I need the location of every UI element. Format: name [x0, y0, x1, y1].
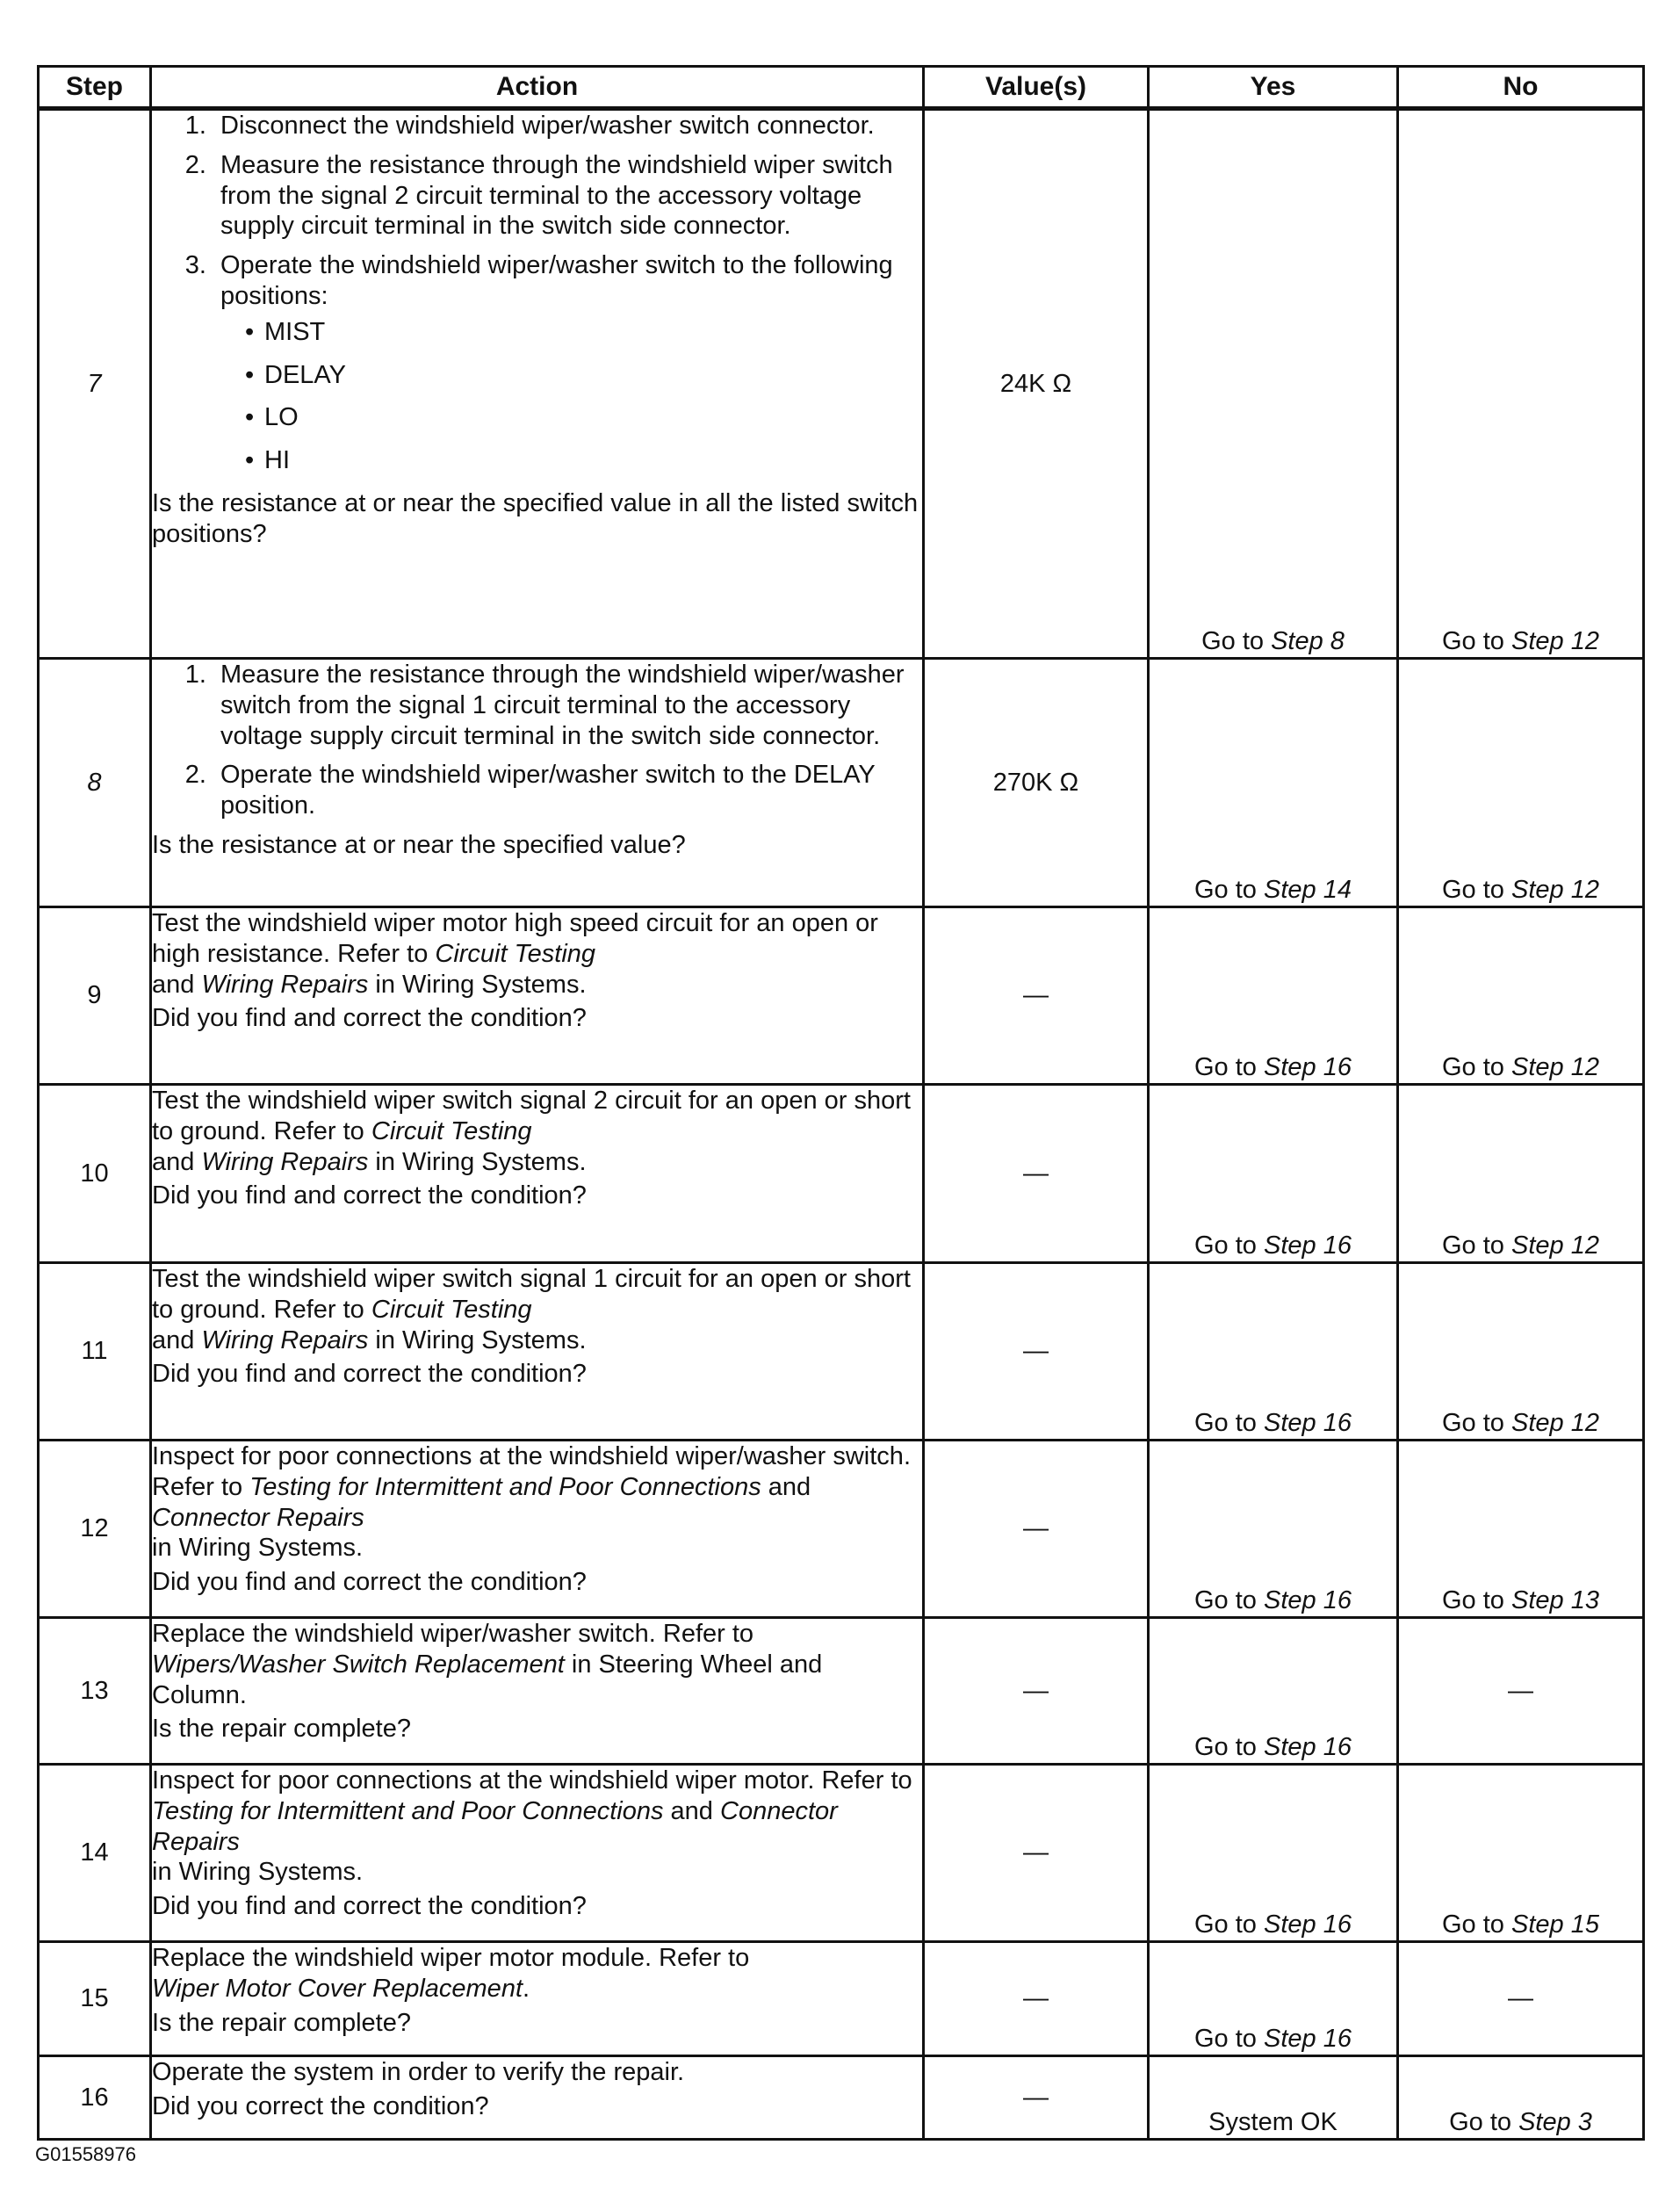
switch-position: • DELAY	[238, 360, 922, 391]
action-text: Replace the windshield wiper motor module. Refer to Wiper Motor Cover Replacement.	[152, 1944, 750, 2003]
no-cell: Go to Step 12	[1398, 1263, 1644, 1441]
action-cell	[151, 1263, 924, 1441]
header-yes: Yes	[1149, 67, 1398, 109]
step-number: 10	[39, 1085, 151, 1263]
action-cell	[151, 1441, 924, 1618]
table-row	[39, 1618, 1644, 1765]
action-text: Test the windshield wiper switch signal 1 circuit for an open or short to ground. Refer to Circuit Testing and Wiring Repairs in Wiring Systems.	[152, 1265, 911, 1354]
switch-position: • HI	[238, 445, 922, 476]
action-step: 2. Measure the resistance through the windshield wiper switch from the signal 2 circuit terminal to the accessory voltage supply circuit terminal in the switch side connector.	[213, 150, 922, 242]
action-steps	[152, 660, 922, 821]
action-cell	[151, 109, 924, 659]
yes-cell: Go to Step 16	[1149, 1942, 1398, 2056]
action-text: Replace the windshield wiper/washer switch. Refer to Wipers/Washer Switch Replacement in Steering Wheel and Column.	[152, 1620, 823, 1709]
switch-position: • LO	[238, 402, 922, 433]
action-step: 1. Measure the resistance through the windshield wiper/washer switch from the signal 1 circuit terminal to the accessory voltage supply circuit terminal in the switch side connector.	[213, 660, 922, 751]
value-cell: —	[924, 1441, 1149, 1618]
question-text: Did you find and correct the condition?	[152, 1181, 587, 1210]
value-cell: —	[924, 1085, 1149, 1263]
value-cell: —	[924, 1263, 1149, 1441]
action-step	[213, 250, 922, 476]
step-number: 14	[39, 1765, 151, 1942]
action-steps	[152, 111, 922, 476]
action-text: Test the windshield wiper motor high speed circuit for an open or high resistance. Refer to Circuit Testing and Wiring Repairs in Wiring Systems.	[152, 909, 878, 999]
action-step-text: Operate the windshield wiper/washer switch to the following positions:	[220, 251, 893, 310]
value-cell: —	[924, 2056, 1149, 2140]
step-number: 13	[39, 1618, 151, 1765]
question-text: Did you find and correct the condition?	[152, 1892, 587, 1921]
action-cell	[151, 2056, 924, 2140]
header-values: Value(s)	[924, 67, 1149, 109]
yes-cell: Go to Step 16	[1149, 1263, 1398, 1441]
no-cell: Go to Step 12	[1398, 109, 1644, 659]
question-text: Is the resistance at or near the specified value in all the listed switch positions?	[152, 488, 919, 548]
header-row	[39, 67, 1644, 109]
table-row	[39, 2056, 1644, 2140]
no-cell: Go to Step 12	[1398, 659, 1644, 907]
value-cell: —	[924, 1765, 1149, 1942]
action-cell	[151, 1942, 924, 2056]
yes-cell: Go to Step 16	[1149, 1765, 1398, 1942]
step-number: 7	[39, 109, 151, 659]
action-cell	[151, 1618, 924, 1765]
no-cell: Go to Step 12	[1398, 1085, 1644, 1263]
no-cell: Go to Step 3	[1398, 2056, 1644, 2140]
header-no: No	[1398, 67, 1644, 109]
step-number: 8	[39, 659, 151, 907]
table-row	[39, 1263, 1644, 1441]
table-row	[39, 659, 1644, 907]
action-text: Inspect for poor connections at the windshield wiper motor. Refer to Testing for Intermittent and Poor Connections and Connector Repairs in Wiring Systems.	[152, 1766, 912, 1887]
action-cell	[151, 659, 924, 907]
header-step: Step	[39, 67, 151, 109]
no-cell: —	[1398, 1942, 1644, 2056]
value-cell: —	[924, 1942, 1149, 2056]
action-text: Test the windshield wiper switch signal 2 circuit for an open or short to ground. Refer to Circuit Testing and Wiring Repairs in Wiring Systems.	[152, 1087, 911, 1176]
figure-id: G01558976	[35, 2143, 136, 2165]
yes-cell: Go to Step 16	[1149, 907, 1398, 1085]
action-cell	[151, 907, 924, 1085]
no-cell: Go to Step 13	[1398, 1441, 1644, 1618]
yes-cell: Go to Step 8	[1149, 109, 1398, 659]
question-text: Is the repair complete?	[152, 2008, 411, 2037]
question-text: Did you correct the condition?	[152, 2091, 489, 2120]
no-cell: —	[1398, 1618, 1644, 1765]
table-row	[39, 1085, 1644, 1263]
step-number: 9	[39, 907, 151, 1085]
switch-positions	[220, 317, 922, 476]
value-cell: 270K Ω	[924, 659, 1149, 907]
question-text: Did you find and correct the condition?	[152, 1004, 587, 1033]
action-cell	[151, 1085, 924, 1263]
value-cell: —	[924, 907, 1149, 1085]
action-step: 2. Operate the windshield wiper/washer switch to the DELAY position.	[213, 760, 922, 821]
action-text: Inspect for poor connections at the windshield wiper/washer switch. Refer to Testing for Intermittent and Poor Connections and Connector Repairs in Wiring Systems.	[152, 1442, 911, 1563]
yes-cell: Go to Step 16	[1149, 1618, 1398, 1765]
question-text: Did you find and correct the condition?	[152, 1568, 587, 1597]
step-number: 12	[39, 1441, 151, 1618]
table-row	[39, 1765, 1644, 1942]
no-cell: Go to Step 15	[1398, 1765, 1644, 1942]
yes-cell: Go to Step 16	[1149, 1441, 1398, 1618]
header-action: Action	[151, 67, 924, 109]
action-text: Operate the system in order to verify the repair.	[152, 2058, 685, 2086]
yes-cell: Go to Step 14	[1149, 659, 1398, 907]
step-number: 15	[39, 1942, 151, 2056]
action-cell	[151, 1765, 924, 1942]
no-cell: Go to Step 12	[1398, 907, 1644, 1085]
table-row	[39, 109, 1644, 659]
value-cell: —	[924, 1618, 1149, 1765]
table-row	[39, 907, 1644, 1085]
question-text: Did you find and correct the condition?	[152, 1360, 587, 1389]
table-row	[39, 1441, 1644, 1618]
switch-position: • MIST	[238, 317, 922, 348]
question-text: Is the repair complete?	[152, 1715, 411, 1744]
step-number: 11	[39, 1263, 151, 1441]
table-row	[39, 1942, 1644, 2056]
value-cell: 24K Ω	[924, 109, 1149, 659]
diagnostic-table	[37, 65, 1645, 2141]
yes-cell: Go to Step 16	[1149, 1085, 1398, 1263]
step-number: 16	[39, 2056, 151, 2140]
action-step: 1. Disconnect the windshield wiper/washer switch connector.	[213, 111, 922, 141]
yes-cell: System OK	[1149, 2056, 1398, 2140]
question-text: Is the resistance at or near the specified value?	[152, 830, 686, 859]
